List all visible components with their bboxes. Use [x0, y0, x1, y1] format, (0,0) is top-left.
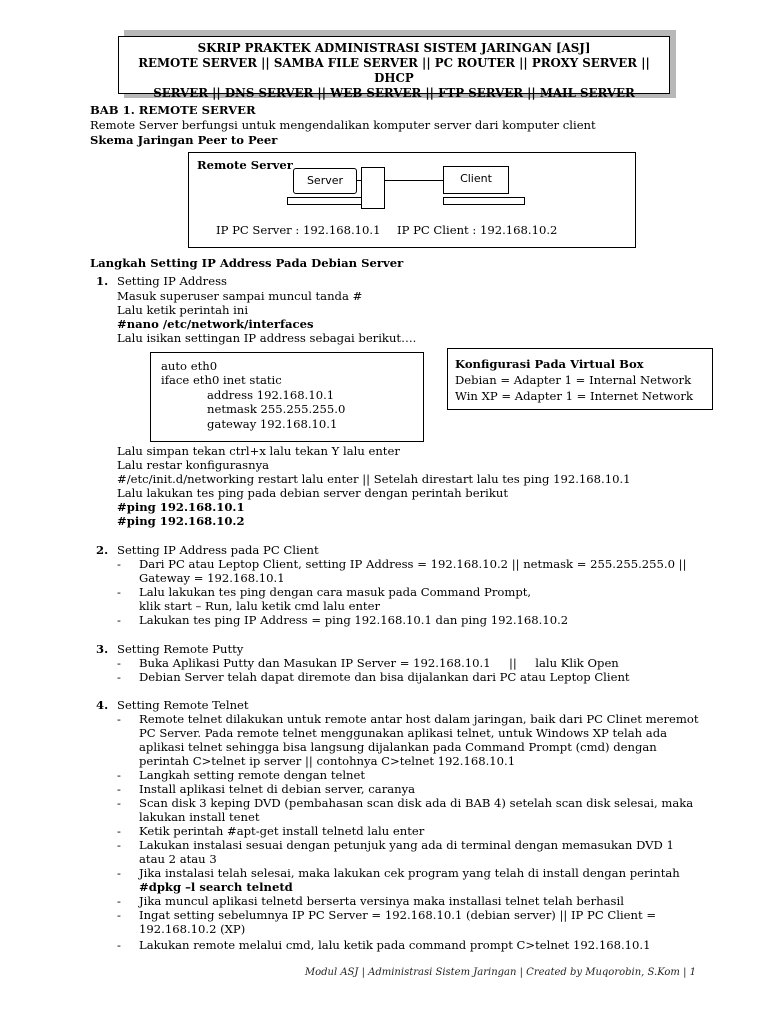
list-dash: - — [117, 670, 121, 684]
client-box — [443, 166, 509, 194]
step-2-item: Gateway = 192.168.10.1 — [139, 571, 285, 585]
server-box — [293, 168, 357, 194]
document-header-box — [118, 36, 670, 100]
step-4-item: Langkah setting remote dengan telnet — [139, 768, 366, 782]
list-dash: - — [117, 768, 121, 782]
client-label: Client — [460, 172, 492, 185]
config-line: iface eth0 inet static — [161, 373, 282, 387]
step-1-line: Lalu ketik perintah ini — [117, 303, 249, 317]
step-4-number: 4. — [96, 698, 109, 712]
step-1-ping-command: #ping 192.168.10.1 — [117, 500, 245, 514]
page-footer: Modul ASJ | Administrasi Sistem Jaringan | Created by Muqorobin, S.Kom | 1 — [304, 967, 696, 978]
step-1-title: Setting IP Address — [117, 274, 227, 288]
step-4-item: Scan disk 3 keping DVD (pembahasan scan disk ada di BAB 4) setelah scan disk selesai, maka — [139, 796, 694, 810]
header-topics-line-1: REMOTE SERVER || SAMBA FILE SERVER || PC ROUTER || PROXY SERVER || DHCP — [138, 56, 650, 85]
step-4-item: Install aplikasi telnet di debian server, caranya — [139, 782, 416, 796]
step-1-line: Masuk superuser sampai muncul tanda # — [117, 289, 363, 303]
virtualbox-config-box — [447, 348, 713, 410]
list-dash: - — [117, 866, 121, 880]
list-dash: - — [117, 894, 121, 908]
step-4-item: atau 2 atau 3 — [139, 852, 217, 866]
step-2-number: 2. — [96, 543, 109, 557]
document-title: SKRIP PRAKTEK ADMINISTRASI SISTEM JARINGAN [ASJ] — [197, 41, 591, 55]
step-4-item: Lakukan remote melalui cmd, lalu ketik pada command prompt C>telnet 192.168.10.1 — [139, 938, 651, 952]
chapter-description: Remote Server berfungsi untuk mengendalikan komputer server dari komputer client — [90, 118, 596, 132]
step-2-item: Lalu lakukan tes ping dengan cara masuk pada Command Prompt, — [139, 585, 532, 599]
list-dash: - — [117, 908, 121, 922]
config-line: netmask 255.255.255.0 — [207, 402, 346, 416]
step-4-item: lakukan install tenet — [139, 810, 260, 824]
step-4-item: perintah C>telnet ip server || contohnya C>telnet 192.168.10.1 — [139, 754, 516, 768]
step-4-title: Setting Remote Telnet — [117, 698, 249, 712]
server-label: Server — [306, 174, 344, 187]
vbox-line-winxp: Win XP = Adapter 1 = Internet Network — [455, 389, 693, 403]
step-2-title: Setting IP Address pada PC Client — [117, 543, 319, 557]
list-dash: - — [117, 585, 121, 599]
step-4-item: Jika instalasi telah selesai, maka lakukan cek program yang telah di install dengan perintah — [139, 866, 680, 880]
step-1-command: #nano /etc/network/interfaces — [117, 317, 314, 331]
list-dash: - — [117, 712, 121, 726]
config-line: address 192.168.10.1 — [207, 388, 335, 402]
step-4-item: Jika muncul aplikasi telnetd berserta versinya maka installasi telnet telah berhasil — [139, 894, 624, 908]
vbox-line-debian: Debian = Adapter 1 = Internal Network — [455, 373, 692, 387]
step-4-item: Lakukan instalasi sesuai dengan petunjuk yang ada di terminal dengan memasukan DVD 1 — [139, 838, 674, 852]
client-base — [443, 197, 525, 205]
step-1-line: Lalu isikan settingan IP address sebagai berikut…. — [117, 331, 417, 345]
step-2-item: Lakukan tes ping IP Address = ping 192.168.10.1 dan ping 192.168.10.2 — [139, 613, 569, 627]
step-3-title: Setting Remote Putty — [117, 642, 244, 656]
step-2-item: klik start – Run, lalu ketik cmd lalu enter — [139, 599, 380, 613]
header-topics-line-2: SERVER || DNS SERVER || WEB SERVER || FTP SERVER || MAIL SERVER — [153, 86, 635, 100]
step-4-item: Ketik perintah #apt-get install telnetd lalu enter — [139, 824, 425, 838]
list-dash: - — [117, 824, 121, 838]
chapter-title: BAB 1. REMOTE SERVER — [90, 103, 256, 117]
step-1-after-line: Lalu lakukan tes ping pada debian server dengan perintah berikut — [117, 486, 508, 500]
step-1-ping-command: #ping 192.168.10.2 — [117, 514, 245, 528]
list-dash: - — [117, 782, 121, 796]
list-dash: - — [117, 938, 121, 952]
step-4-item: Remote telnet dilakukan untuk remote antar host dalam jaringan, baik dari PC Clinet meremot — [139, 712, 699, 726]
ip-client-label: IP PC Client : 192.168.10.2 — [397, 223, 558, 237]
step-1-number: 1. — [96, 274, 109, 288]
step-4-command: #dpkg –l search telnetd — [139, 880, 293, 894]
list-dash: - — [117, 838, 121, 852]
interfaces-config-box — [150, 352, 424, 442]
config-line: gateway 192.168.10.1 — [207, 417, 338, 431]
diagram-title: Remote Server — [197, 158, 293, 172]
step-1-after-line: #/etc/init.d/networking restart lalu enter || Setelah direstart lalu tes ping 192.168.10.1 — [117, 472, 631, 486]
list-dash: - — [117, 613, 121, 627]
schema-title: Skema Jaringan Peer to Peer — [90, 133, 278, 147]
list-dash: - — [117, 796, 121, 810]
switch-icon — [361, 167, 385, 209]
step-4-item: Ingat setting sebelumnya IP PC Server = 192.168.10.1 (debian server) || IP PC Client = — [139, 908, 657, 922]
list-dash: - — [117, 557, 121, 571]
step-2-item: Dari PC atau Leptop Client, setting IP Address = 192.168.10.2 || netmask = 255.255.255.0 || — [139, 557, 687, 571]
step-3-number: 3. — [96, 642, 109, 656]
server-base — [287, 197, 369, 205]
step-4-item: aplikasi telnet sehingga bisa langsung dijalankan pada Command Prompt (cmd) dengan — [139, 740, 657, 754]
ip-server-label: IP PC Server : 192.168.10.1 — [216, 223, 381, 237]
steps-title: Langkah Setting IP Address Pada Debian Server — [90, 256, 404, 270]
step-3-item: Buka Aplikasi Putty dan Masukan IP Server = 192.168.10.1 || lalu Klik Open — [139, 656, 619, 670]
step-4-item: 192.168.10.2 (XP) — [139, 922, 246, 936]
list-dash: - — [117, 656, 121, 670]
config-line: auto eth0 — [161, 359, 218, 373]
step-3-item: Debian Server telah dapat diremote dan bisa dijalankan dari PC atau Leptop Client — [139, 670, 630, 684]
network-diagram — [188, 152, 636, 248]
step-1-after-line: Lalu simpan tekan ctrl+x lalu tekan Y lalu enter — [117, 444, 400, 458]
step-4-item: PC Server. Pada remote telnet menggunakan aplikasi telnet, untuk Windows XP telah ada — [139, 726, 668, 740]
vbox-title: Konfigurasi Pada Virtual Box — [455, 357, 644, 371]
step-1-after-line: Lalu restar konfigurasnya — [117, 458, 270, 472]
